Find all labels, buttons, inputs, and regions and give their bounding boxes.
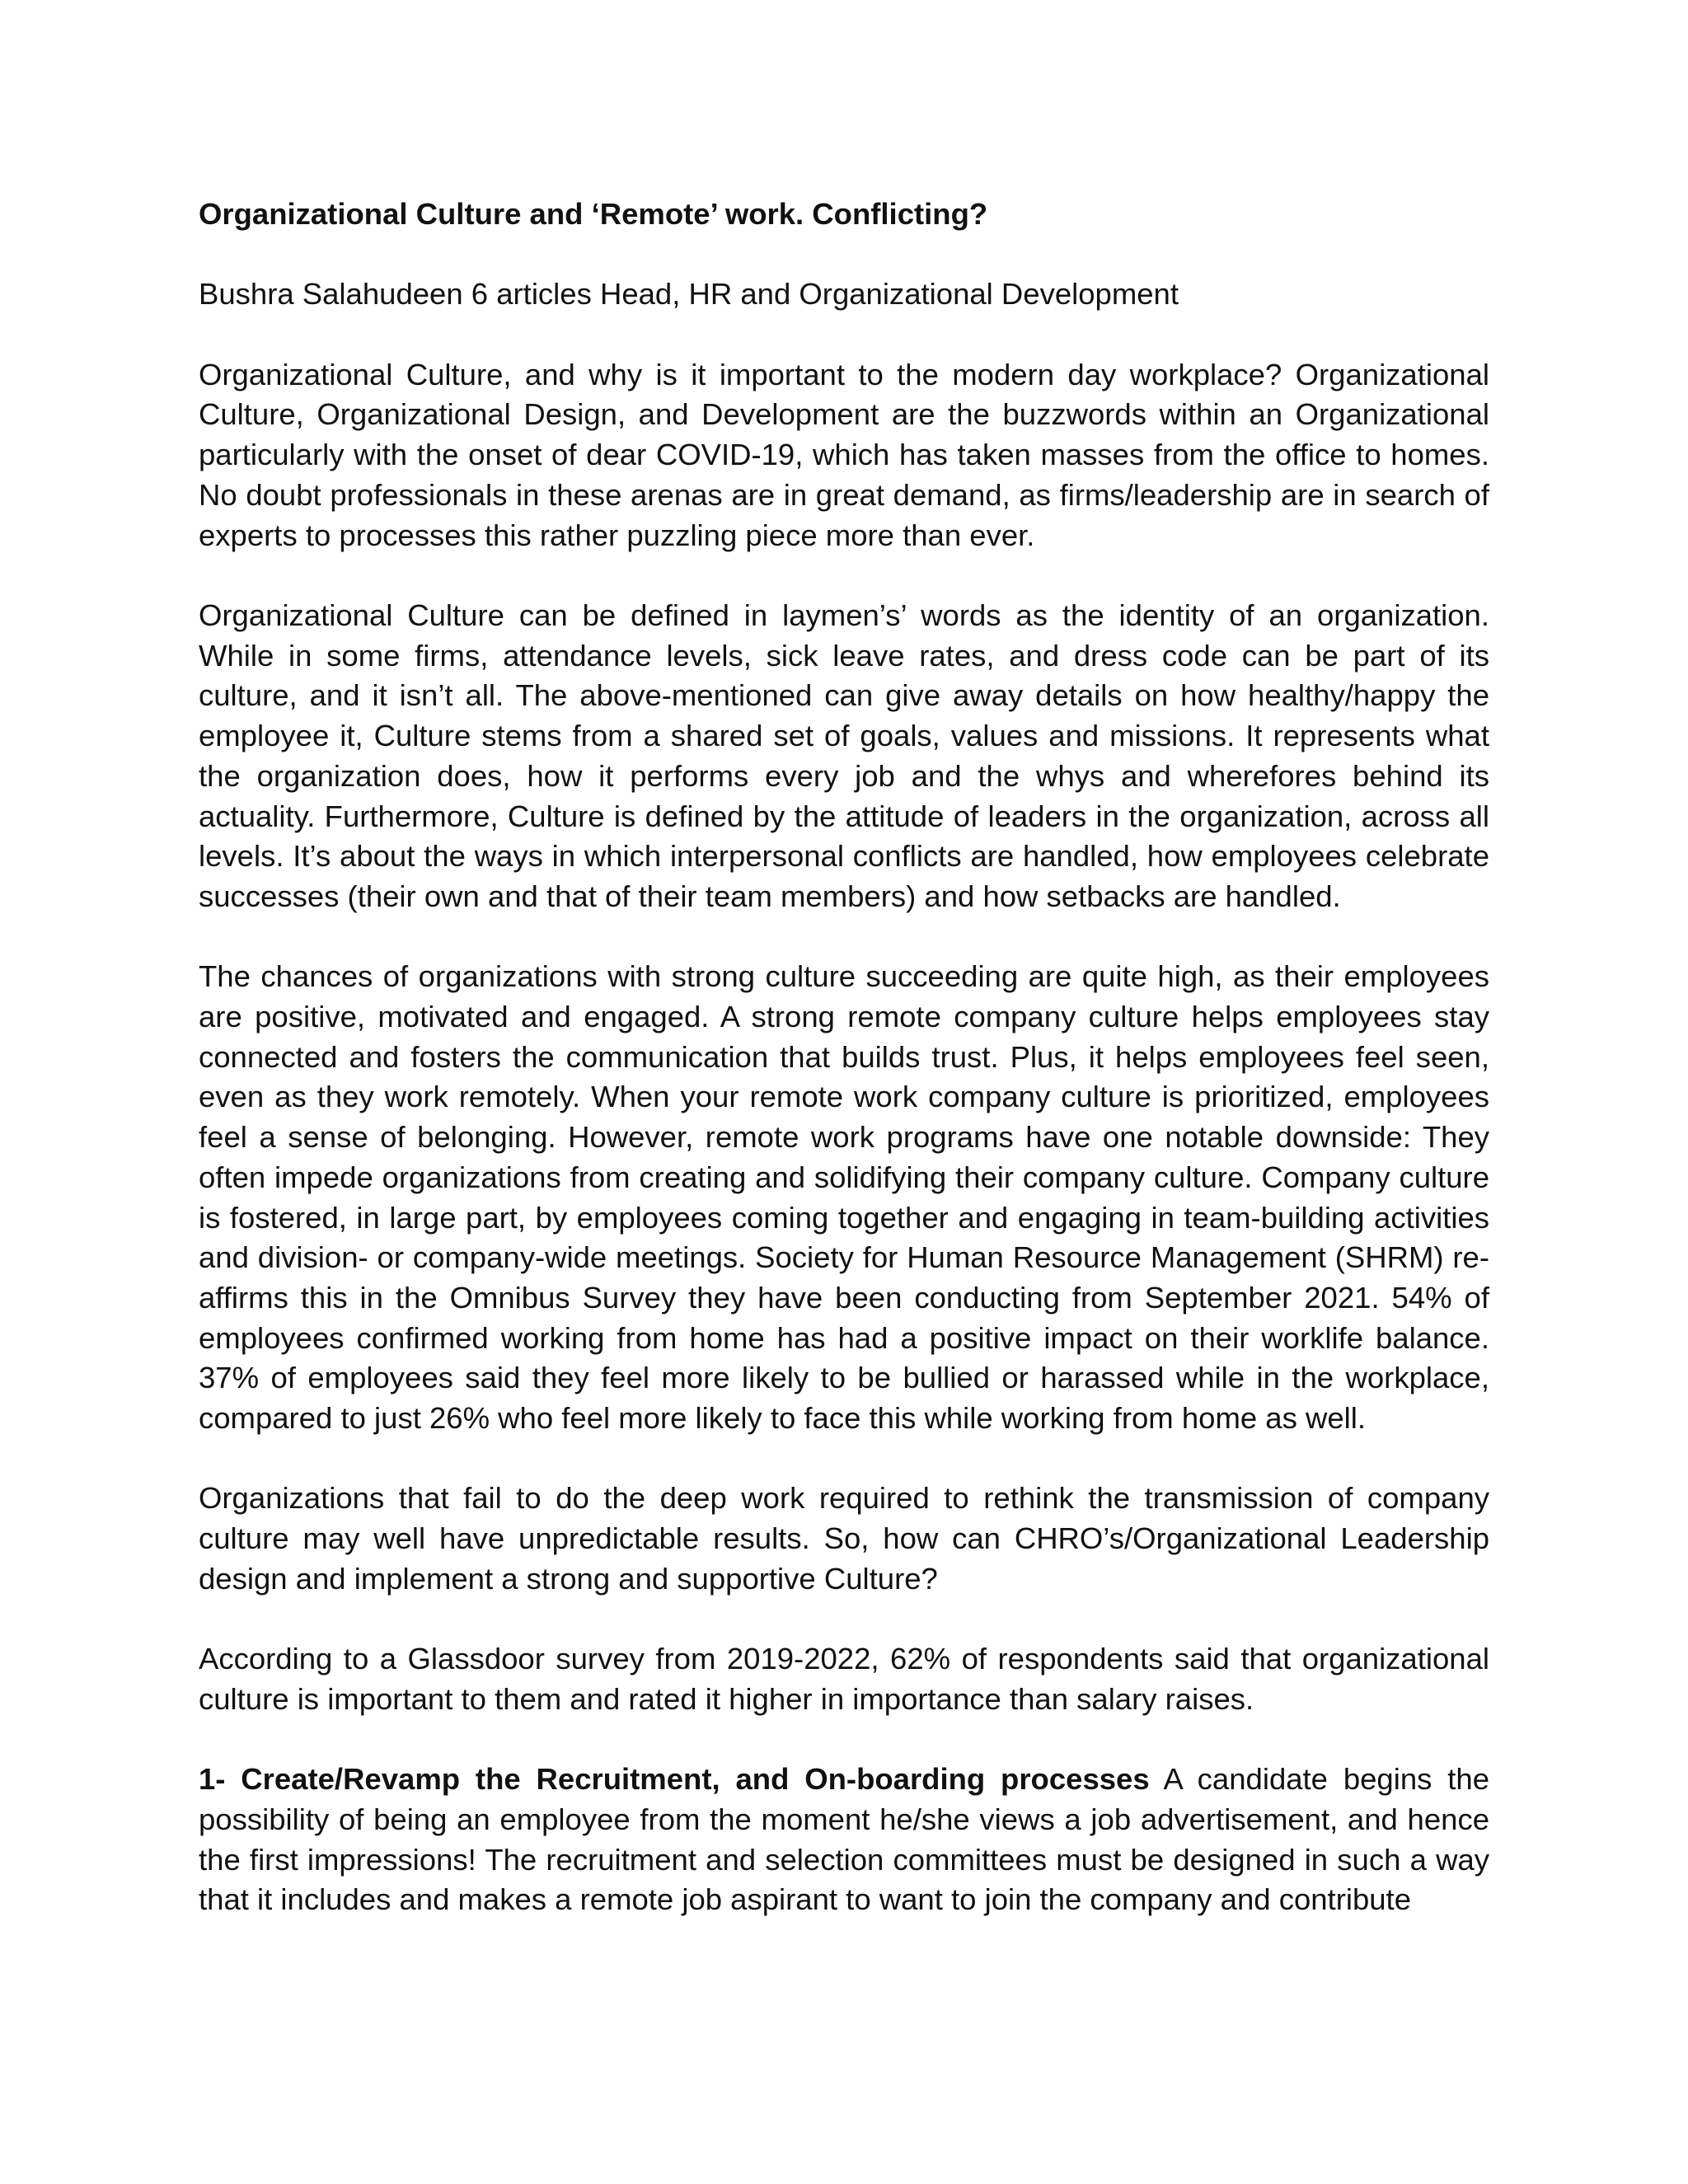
article-byline: Bushra Salahudeen 6 articles Head, HR and Organizational Development — [199, 277, 1179, 312]
paragraph-section-1 — [199, 1760, 1489, 1920]
paragraph-definition: Organizational Culture can be defined in laymen’s’ words as the identity of an organization. While in some firms, attendance levels, sick leave rates, and dress code can be part of its culture, and it isn’t all. The above-mentioned can give away details on how healthy/happy the employee it, Culture stems from a shared set of goals, values and missions. It represents what the organization does, how it performs every job and the whys and wherefores behind its actuality. Furthermore, Culture is defined by the attitude of leaders in the organization, across all levels. It’s about the ways in which interpersonal conflicts are handled, how employees celebrate successes (their own and that of their team members) and how setbacks are handled. — [199, 598, 1489, 913]
paragraph-glassdoor: According to a Glassdoor survey from 2019-2022, 62% of respondents said that organizational culture is important to them and rated it higher in importance than salary raises. — [199, 1642, 1489, 1716]
article-title: Organizational Culture and ‘Remote’ work. Conflicting? — [199, 197, 988, 231]
section-1-text: A candidate begins the possibility of being an employee from the moment he/she views a job advertisement, and hence the first impressions! The recruitment and selection committees must be designed in such a way that it includes and makes a remote job aspirant to want to join the company and contribute — [199, 1762, 1489, 1917]
paragraph-strong-culture: The chances of organizations with strong culture succeeding are quite high, as their employees are positive, motivated and engaged. A strong remote company culture helps employees stay connected and fosters the communication that builds trust. Plus, it helps employees feel seen, even as they work remotely. When your remote work company culture is prioritized, employees feel a sense of belonging. However, remote work programs have one notable downside: They often impede organizations from creating and solidifying their company culture. Company culture is fostered, in large part, by employees coming together and engaging in team-building activities and division- or company-wide meetings. Society for Human Resource Management (SHRM) re-affirms this in the Omnibus Survey they have been conducting from September 2021. 54% of employees confirmed working from home has had a positive impact on their worklife balance. 37% of employees said they feel more likely to be bullied or harassed while in the workplace, compared to just 26% who feel more likely to face this while working from home as well. — [199, 959, 1489, 1436]
paragraph-intro: Organizational Culture, and why is it important to the modern day workplace? Organizational Culture, Organizational Design, and Development are the buzzwords within an Organizational particularly with the onset of dear COVID-19, which has taken masses from the office to homes. No doubt professionals in these arenas are in great demand, as firms/leadership are in search of experts to processes this rather puzzling piece more than ever. — [199, 357, 1489, 552]
section-1-heading: 1- Create/Revamp the Recruitment, and On-boarding processes — [199, 1762, 1150, 1797]
paragraph-failure: Organizations that fail to do the deep work required to rethink the transmission of company culture may well have unpredictable results. So, how can CHRO’s/Organizational Leadership design and implement a strong and supportive Culture? — [199, 1481, 1489, 1596]
document-body — [199, 194, 1489, 1920]
